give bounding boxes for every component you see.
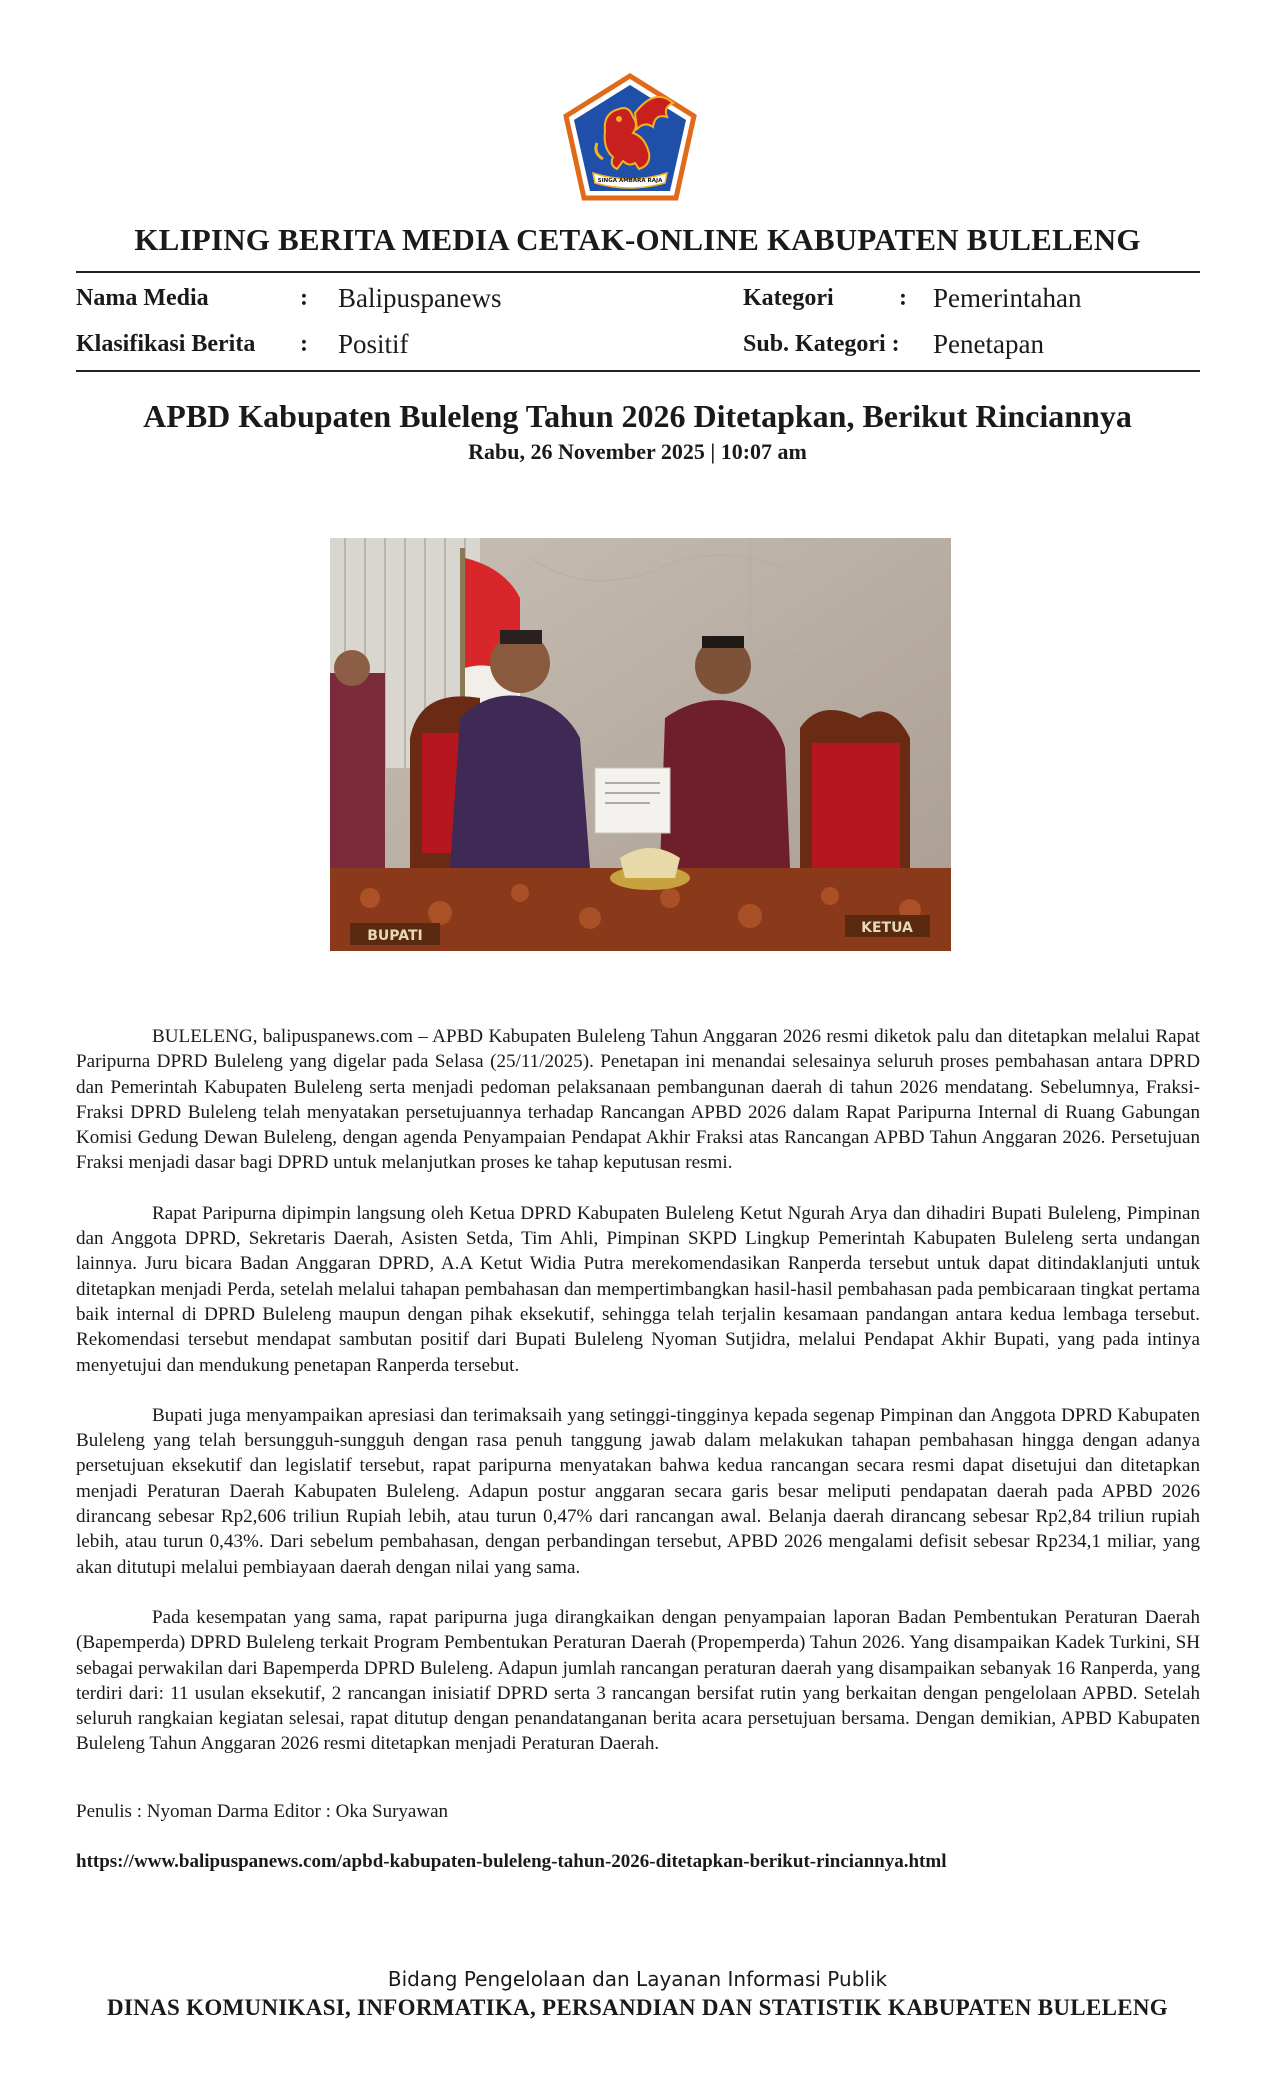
klasifikasi-colon: : <box>300 331 308 357</box>
kategori-colon: : <box>899 285 907 311</box>
article-date: Rabu, 26 November 2025 | 10:07 am <box>468 439 807 464</box>
article-paragraph-2: Rapat Paripurna dipimpin langsung oleh Ketua DPRD Kabupaten Buleleng Ketut Ngurah Arya dan dihadiri Bupati Buleleng, Pimpinan dan Anggota DPRD, Sekretaris Daerah, Asisten Setda, Tim Ahli, Pimpinan SKPD Lingkup Pemerintah Kabupaten Buleleng serta undangan lainnya. Juru bicara Badan Anggaran DPRD, A.A Ketut Widia Putra merekomendasikan Ranperda tersebut untuk dapat ditindaklanjuti untuk ditetapkan menjadi Perda, setelah melalui tahapan pembahasan dan mempertimbangkan hasil-hasil pembahasan pada pembicaraan tingkat pertama baik internal di DPRD Buleleng maupun dengan pihak eksekutif, sehingga telah terjalin kesamaan pandangan antara kedua lembaga tersebut. Rekomendasi tersebut mendapat sambutan positif dari Bupati Buleleng Nyoman Sutjidra, melalui Pendapat Akhir Bupati, yang pada intinya menyetujui dan mendukung penetapan Ranperda tersebut. <box>76 1202 1200 1376</box>
nama-media-value: Balipuspanews <box>338 283 502 313</box>
nama-media-label: Nama Media <box>76 285 209 311</box>
sub-kategori-value: Penetapan <box>933 329 1044 359</box>
logo-motto: SINGA AMBARA RAJA <box>597 178 663 184</box>
footer-division: Bidang Pengelolaan dan Layanan Informasi Publik <box>387 1967 888 1991</box>
footer-agency: DINAS KOMUNIKASI, INFORMATIKA, PERSANDIAN DAN STATISTIK KABUPATEN BULELENG <box>107 1995 1168 2020</box>
photo-sign-ketua: KETUA <box>861 920 913 936</box>
klasifikasi-value: Positif <box>338 329 409 359</box>
article-photo <box>330 538 951 951</box>
buleleng-logo <box>563 73 697 201</box>
article-paragraph-1: BULELENG, balipuspanews.com – APBD Kabupaten Buleleng Tahun Anggaran 2026 resmi diketok palu dan ditetapkan melalui Rapat Paripurna DPRD Buleleng yang digelar pada Selasa (25/11/2025). Penetapan ini menandai selesainya seluruh proses pembahasan antara DPRD dan Pemerintah Kabupaten Buleleng serta menjadi pedoman pelaksanaan pembangunan daerah di tahun 2026 mendatang. Sebelumnya, Fraksi-Fraksi DPRD Buleleng telah menyatakan persetujuannya terhadap Rancangan APBD 2026 dalam Rapat Paripurna Internal di Ruang Gabungan Komisi Gedung Dewan Buleleng, dengan agenda Penyampaian Pendapat Akhir Fraksi atas Rancangan APBD Tahun Anggaran 2026. Persetujuan Fraksi menjadi dasar bagi DPRD untuk melanjutkan proses ke tahap keputusan resmi. <box>76 1026 1200 1174</box>
header-rule-bottom <box>76 370 1200 372</box>
nama-media-colon: : <box>300 285 308 311</box>
sub-kategori-label: Sub. Kategori : <box>743 331 900 357</box>
article-credits: Penulis : Nyoman Darma Editor : Oka Suryawan <box>76 1801 449 1822</box>
clipping-header-title: KLIPING BERITA MEDIA CETAK-ONLINE KABUPATEN BULELENG <box>134 222 1141 257</box>
kategori-value: Pemerintahan <box>933 283 1082 313</box>
kategori-label: Kategori <box>743 285 834 311</box>
article-body <box>76 1024 1200 1782</box>
article-paragraph-3: Bupati juga menyampaikan apresiasi dan terimaksaih yang setinggi-tingginya kepada segenap Pimpinan dan Anggota DPRD Kabupaten Buleleng yang telah bersungguh-sungguh dengan rasa penuh tanggung jawab dalam melakukan tahapan pembahasan hingga dengan adanya persetujuan eksekutif dan legislatif tersebut, rapat paripurna menyatakan bahwa kedua rancangan secara resmi dapat disetujui dan ditetapkan menjadi Peraturan Daerah Kabupaten Buleleng. Adapun postur anggaran secara garis besar meliputi pendapatan daerah pada APBD 2026 dirancang sebesar Rp2,606 triliun Rupiah lebih, atau turun 0,47% dari rancangan awal. Belanja daerah dirancang sebesar Rp2,84 triliun rupiah lebih, atau turun 0,43%. Dari sebelum pembahasan, dengan perbandingan tersebut, APBD 2026 mengalami defisit sebesar Rp234,1 miliar, yang akan ditutupi melalui pembiayaan daerah dengan nilai yang sama. <box>76 1404 1200 1578</box>
photo-sign-bupati: BUPATI <box>367 928 423 944</box>
article-source-url[interactable]: https://www.balipuspanews.com/apbd-kabupaten-buleleng-tahun-2026-ditetapkan-berikut-rinciannya.html <box>76 1851 947 1872</box>
klasifikasi-label: Klasifikasi Berita <box>76 331 256 357</box>
article-paragraph-4: Pada kesempatan yang sama, rapat paripurna juga dirangkaikan dengan penyampaian laporan Badan Pembentukan Peraturan Daerah (Bapemperda) DPRD Buleleng terkait Program Pembentukan Peraturan Daerah (Propemperda) Tahun 2026. Yang disampaikan Kadek Turkini, SH sebagai perwakilan dari Bapemperda DPRD Buleleng. Adapun jumlah rancangan peraturan daerah yang disampaikan sebanyak 16 Ranperda, yang terdiri dari: 11 usulan eksekutif, 2 rancangan inisiatif DPRD serta 3 rancangan bersifat rutin yang berkaitan dengan pengelolaan APBD. Setelah seluruh rangkaian kegiatan selesai, rapat ditutup dengan penandatanganan berita acara persetujuan bersama. Dengan demikian, APBD Kabupaten Buleleng Tahun Anggaran 2026 resmi ditetapkan menjadi Peraturan Daerah. <box>76 1606 1200 1755</box>
header-rule-top <box>76 271 1200 273</box>
article-title: APBD Kabupaten Buleleng Tahun 2026 Ditetapkan, Berikut Rinciannya <box>143 398 1132 434</box>
